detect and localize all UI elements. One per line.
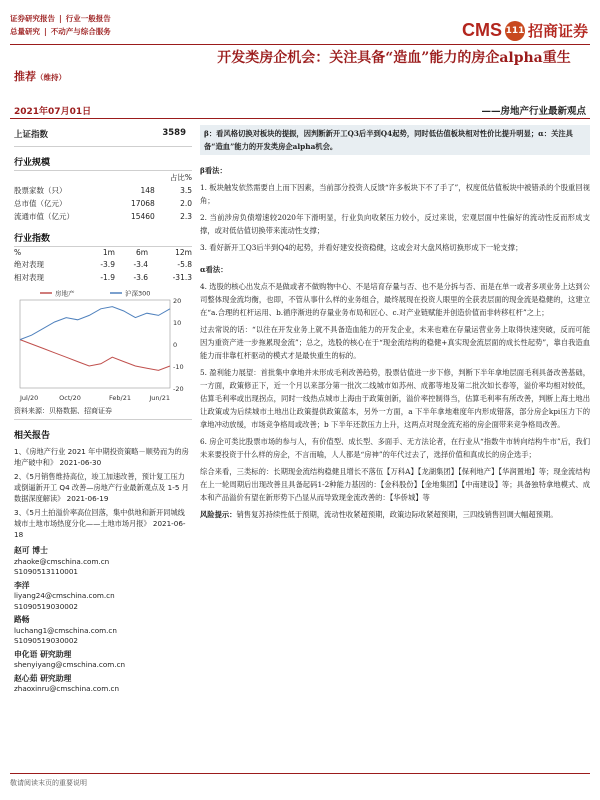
analyst-name: 路畅 xyxy=(14,615,30,624)
perf-header: 12m xyxy=(175,248,192,257)
report-date-item: 2021-06-30 xyxy=(59,458,102,467)
y-tick-label: 10 xyxy=(173,319,182,327)
x-tick-label: Feb/21 xyxy=(109,394,131,402)
summary-box: β：看风格切换对板块的提振，因判断新开工Q3后半到Q4起势，同时低估值板块相对性价比提升明显；α：关注具备“造血”能力的开发类房企alpha机会。 xyxy=(200,125,590,155)
header-divider xyxy=(10,44,590,45)
tag-row-1: 证券研究报告 | 行业一般报告 xyxy=(10,14,111,23)
perf-table xyxy=(14,247,192,284)
logo-badge-icon: 111 xyxy=(505,21,525,41)
tag-report-class: 行业一般报告 xyxy=(65,14,111,23)
index-chart-svg xyxy=(14,286,192,404)
tag-report-type: 证券研究报告 xyxy=(10,14,55,23)
tag-research-type: 总量研究 xyxy=(10,27,40,36)
analyst-id: S1090519030002 xyxy=(14,636,79,645)
analyst-name: 赵心茹 研究助理 xyxy=(14,673,72,683)
alpha-point-5: 5. 盈利能力展望：首批集中拿地并未形成毛利改善趋势，股票估值进一步下修，判断下半年拿地层面毛利具备改善基础，一方面，政策修正下，近一个月以来部分第一批次二线城市如苏州、成都等地及第二批次如长春等，溢价率均相对较低，估算毛利率或出现拐点，同时一线热点城市上海由于政策创新，溢价率控制得当，估算毛利率有所改善，判断上海土地出让政策或为后续城市土地出让政策提供政策蓝本，另外一方面，a 下半年拿地难度年内形成错落，部分房企kpi压力下的拿地冲动放缓，市场竞争格局或改善；b 下半年还款压力上升，这两点对现金流充裕的房企面带来竞争格局改善。 xyxy=(200,368,590,429)
x-tick-label: Oct/20 xyxy=(59,394,81,402)
perf-value: -3.4 xyxy=(133,260,149,269)
perf-header: 6m xyxy=(136,248,149,257)
analyst-email[interactable]: shenyiyang@cmschina.com.cn xyxy=(14,660,126,669)
footer-note: 敬请阅读末页的重要说明 xyxy=(10,779,87,787)
scale-table xyxy=(14,171,192,223)
beta-point-3: 3. 看好新开工Q3后半到Q4的起势，并看好建安投资稳健，这或会对大盘风格切换形成下一轮支撑； xyxy=(200,243,523,252)
series-line-0 xyxy=(20,340,170,371)
x-tick-label: Jun/21 xyxy=(149,394,170,402)
logo-cn-text: 招商证券 xyxy=(527,22,588,40)
perf-value: -5.8 xyxy=(177,260,192,269)
scale-title: 行业规模 xyxy=(14,155,192,171)
report-title: 开发类房企机会：关注具备“造血”能力的房企alpha重生 xyxy=(217,50,571,66)
perf-header: 1m xyxy=(102,248,115,257)
conclusion: 综合来看，三类标的：长期现金流结构稳健且增长不落伍【万科A】【龙湖集团】【保利地产】【华润置地】等；现金流结构在上一轮周期后出现改善且具备起码1-2种能力基因的：【金科股份】【金地集团】【中南建设】等；具备独特拿地模式、成本和产品溢价有望在新形势下凸显从而导致现金流改善的：【华侨城】等 xyxy=(200,467,590,502)
series-line-1 xyxy=(20,307,170,340)
report-text: 2、《5月销售维持高位，竣工加速改善，预计复工压力或倒逼新开工 Q4 改善—房地产行业最新观点及 1-5 月数据深度解读》 xyxy=(14,472,189,503)
alpha-point-6: 6. 房企可类比股票市场的参与人，有价值型、成长型、多面手、无方法论者，在行业从“指数牛市转向结构牛市”后，我们未来要投资于什么样的房企，不言而喻，人人都是“房神”的年代过去了，选择价值和真成长的房企选手； xyxy=(200,437,590,459)
index-label: 上证指数 xyxy=(14,130,49,140)
list-item[interactable] xyxy=(14,446,192,468)
legend-label: 房地产 xyxy=(55,289,75,298)
sidebar xyxy=(14,122,192,698)
y-tick-label: -10 xyxy=(173,363,184,371)
related-reports xyxy=(14,446,192,540)
analyst xyxy=(14,650,192,671)
table-row xyxy=(14,271,192,284)
beta-heading: β看法： xyxy=(200,166,227,175)
x-tick-label: Jul/20 xyxy=(20,394,39,402)
scale-value: 15460 xyxy=(130,212,155,221)
table-row xyxy=(14,258,192,271)
tag-sector: 不动产与综合服务 xyxy=(50,27,111,36)
rating xyxy=(14,68,66,84)
scale-header-row xyxy=(14,171,192,184)
scale-value: 17068 xyxy=(130,199,155,208)
risk-label: 风险提示： xyxy=(200,510,237,519)
scale-unit: 占比% xyxy=(169,173,192,182)
rating-note: （维持） xyxy=(36,73,66,82)
report-text: 3、《5月土拍溢价率高位回落，集中供地和新开同城线城市土地市场热度分化——土地市场月报》 xyxy=(14,508,185,528)
tag-row-2: 总量研究 | 不动产与综合服务 xyxy=(10,27,111,36)
analyst-id: S1090519030002 xyxy=(14,601,79,611)
y-tick-label: 0 xyxy=(173,341,178,349)
main-content xyxy=(200,125,590,521)
report-text: 1、《房地产行业 2021 年中期投资策略－顺势而为的房地产破中和》 xyxy=(14,447,189,467)
reports-title: 相关报告 xyxy=(14,431,51,441)
analyst-name: 李洋 xyxy=(14,580,30,590)
table-row xyxy=(14,197,192,210)
perf-label: 绝对表现 xyxy=(14,260,44,269)
index-row xyxy=(14,122,192,147)
analyst-email[interactable]: liyang24@cmschina.com.cn xyxy=(14,591,115,600)
perf-header: % xyxy=(14,248,22,257)
perf-title: 行业指数 xyxy=(14,231,192,247)
rating-label: 推荐 xyxy=(14,70,36,83)
legend-label: 沪深300 xyxy=(125,289,151,298)
table-row xyxy=(14,210,192,223)
report-date-item: 2021-06-19 xyxy=(66,494,109,503)
analyst-email[interactable]: zhaoxinru@cmschina.com.cn xyxy=(14,684,120,693)
report-subtitle: ——房地产行业最新观点 xyxy=(481,106,586,117)
cms-logo xyxy=(462,20,588,41)
title-divider xyxy=(10,118,590,119)
scale-value: 148 xyxy=(140,186,155,195)
analyst xyxy=(14,581,192,613)
alpha-point-4: 4. 选股的核心出发点不是做或者不做购物中心、不是培育存量与否、也不是分拆与否、而是在单一或者多项业务上达到公司整体现金流均衡，也即，不管从事什么样的业务组合，最终展现在投资人眼里的全获表层面的现金流是稳健的，这建立在“a.合理的杠杆运用、b.循序渐进的存量业务布局和匠心、c.对产业链赋能并创造价值而非转移杠杆”之上； xyxy=(200,282,590,317)
analysts xyxy=(14,546,192,695)
list-item[interactable] xyxy=(14,507,192,540)
perf-value: -31.3 xyxy=(172,273,192,282)
scale-pct: 2.0 xyxy=(180,199,192,208)
table-row xyxy=(14,184,192,197)
perf-header-row xyxy=(14,247,192,258)
header-tags xyxy=(10,12,111,38)
analyst-id: S1090513110001 xyxy=(14,567,79,576)
logo-cms-text: CMS xyxy=(461,20,502,40)
risk-warning xyxy=(200,508,590,521)
scale-label: 流通市值（亿元） xyxy=(14,212,74,221)
report-date-item: 2021-06-18 xyxy=(14,519,186,539)
analyst-name: 赵可 博士 xyxy=(14,546,48,555)
y-tick-label: 20 xyxy=(173,297,182,305)
scale-pct: 3.5 xyxy=(180,186,192,195)
analyst xyxy=(14,615,192,647)
analyst-name: 申化语 研究助理 xyxy=(14,649,72,659)
scale-label: 总市值（亿元） xyxy=(14,199,67,208)
scale-pct: 2.3 xyxy=(180,212,192,221)
report-date: 2021年07月01日 xyxy=(14,107,92,117)
analyst xyxy=(14,674,192,695)
scale-label: 股票家数（只） xyxy=(14,186,67,195)
chart-source: 资料来源：贝格数据、招商证券 xyxy=(14,406,192,420)
perf-value: -3.9 xyxy=(100,260,115,269)
risk-text: 销售复苏持续性低于预期，流动性收紧超预期，政策边际收紧超预期，三四线销售回调大幅超预期。 xyxy=(236,510,558,519)
analyst-email[interactable]: luchang1@cmschina.com.cn xyxy=(14,625,117,635)
beta-point-2: 2. 当前涉房负债增速较2020年下滑明显，行业负向收紧压力较小，反过来说，宏观层面中性偏好的流动性反而形成支撑，或对低估值切换带来流动性支撑； xyxy=(200,213,590,235)
y-tick-label: -20 xyxy=(173,385,184,393)
alpha-heading: α看法： xyxy=(200,265,228,274)
perf-value: -1.9 xyxy=(100,273,115,282)
alpha-point-4b: 过去常说的话：“以往在开发业务上就不具备造血能力的开发企业，未来也难在存量运营业务上取得快速突破，反而可能因为重资产进一步拖累现金流”；总之，选股的核心在于“现金流结构的稳健+真实现金流层面的成长性起势”，靠自我造血能力而非靠杠杆驱动的模式才是最快重生的标的。 xyxy=(200,325,590,360)
analyst-email[interactable]: zhaoke@cmschina.com.cn xyxy=(14,556,110,566)
analyst xyxy=(14,546,192,578)
list-item[interactable] xyxy=(14,471,192,504)
perf-label: 相对表现 xyxy=(14,273,44,282)
index-chart xyxy=(14,286,192,404)
footer-divider xyxy=(10,773,590,774)
index-value: 3589 xyxy=(162,128,186,138)
beta-point-1: 1. 板块触发依然需要自上而下因素，当前部分投资人反馈“许多板块下不了手了”，权度低估值板块中被错杀的个股重回视角； xyxy=(200,183,590,205)
perf-value: -3.6 xyxy=(133,273,149,282)
